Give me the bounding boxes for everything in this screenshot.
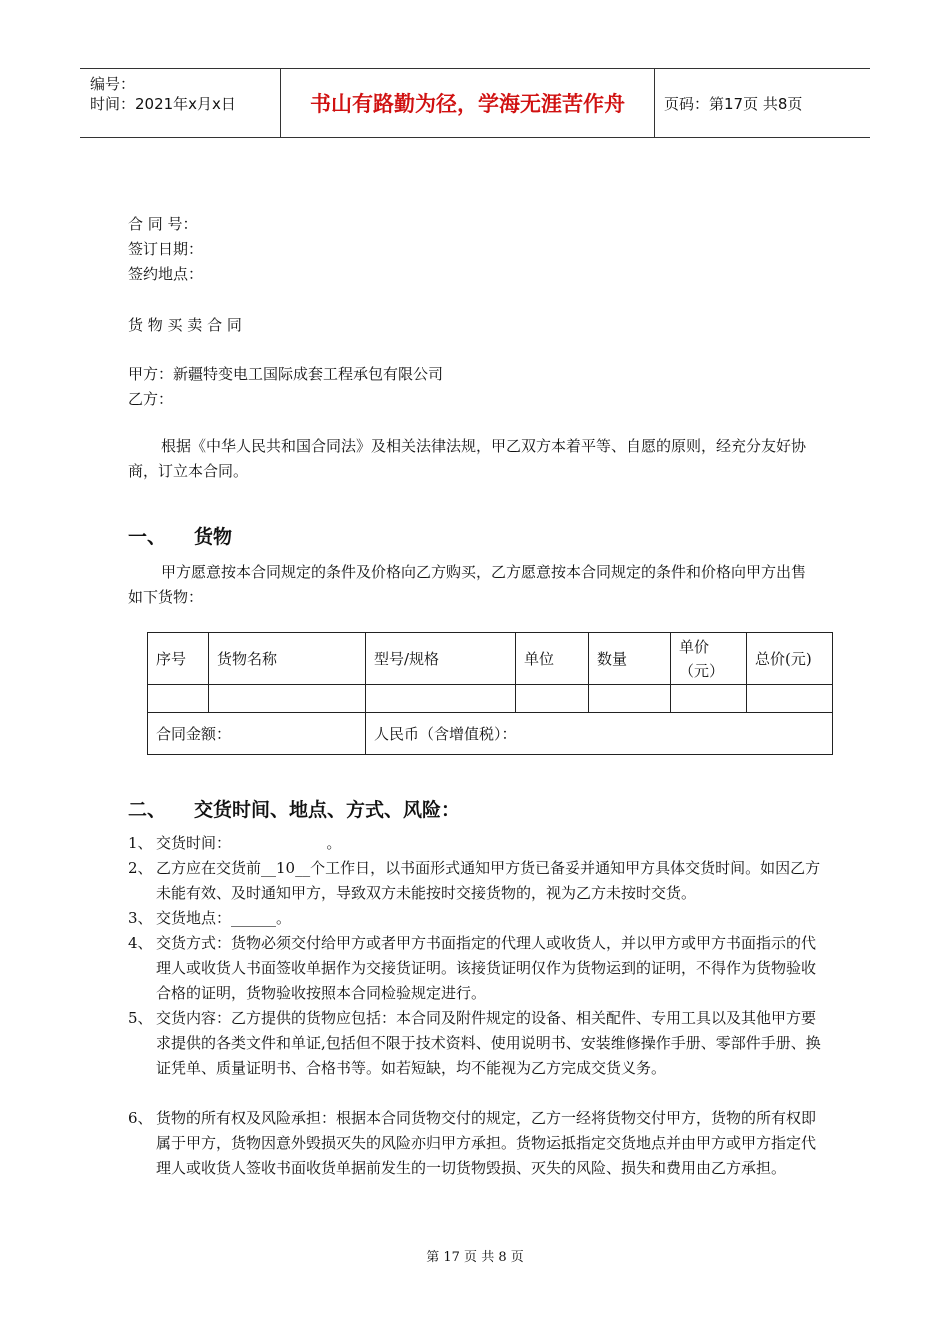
list-item — [128, 931, 828, 1006]
header-motto: 书山有路勤为径，学海无涯苦作舟 — [281, 69, 655, 137]
total-value: 人民币（含增值税）： — [366, 713, 833, 755]
goods-table — [147, 632, 833, 755]
item-number: 3、 — [128, 909, 153, 927]
item-text: 货物的所有权及风险承担：根据本合同货物交付的规定，乙方一经将货物交付甲方，货物的所有权即属于甲方，货物因意外毁损灭失的风险亦归甲方承担。货物运抵指定交货地点并由甲方或甲方指定代理人或收货人签收书面收货单据前发生的一切货物毁损、灭失的风险、损失和费用由乙方承担。 — [156, 1109, 817, 1177]
section2-heading — [128, 795, 460, 822]
item-text: 交货时间： 。 — [156, 834, 342, 852]
table-cell — [148, 685, 209, 713]
col-header-unit-price: 单价（元） — [671, 633, 747, 685]
col-header-model: 型号/规格 — [366, 633, 516, 685]
header-time: 时间：2021年x月x日 — [90, 95, 236, 113]
item-number: 5、 — [128, 1009, 153, 1027]
list-item — [128, 831, 828, 856]
item-number: 2、 — [128, 859, 153, 877]
sign-place-label: 签约地点： — [128, 265, 204, 283]
table-total-row — [148, 713, 833, 755]
sign-date-label: 签订日期： — [128, 240, 204, 258]
col-header-unit: 单位 — [516, 633, 589, 685]
col-header-quantity: 数量 — [589, 633, 671, 685]
preamble: 根据《中华人民共和国合同法》及相关法律法规，甲乙双方本着平等、自愿的原则，经充分友好协商，订立本合同。 — [128, 437, 807, 480]
section1-heading — [128, 522, 232, 549]
item-text: 交货方式：货物必须交付给甲方或者甲方书面指定的代理人或收货人，并以甲方或甲方书面指示的代理人或收货人书面签收单据作为交接货证明。该接货证明仅作为货物运到的证明，不得作为货物验收合格的证明，货物验收按照本合同检验规定进行。 — [156, 934, 817, 1002]
party-b: 乙方： — [128, 390, 174, 408]
item-text: 交货地点：______。 — [156, 909, 292, 927]
table-cell — [516, 685, 589, 713]
item-number: 1、 — [128, 834, 153, 852]
list-item — [128, 1106, 828, 1181]
col-header-total-price: 总价(元) — [747, 633, 833, 685]
section1-title: 货物 — [194, 526, 233, 548]
table-cell — [366, 685, 516, 713]
item-number: 4、 — [128, 934, 153, 952]
col-header-name: 货物名称 — [209, 633, 366, 685]
col-header-seq: 序号 — [148, 633, 209, 685]
section1-number: 一、 — [128, 526, 167, 548]
header-page-number: 页码：第17页 共8页 — [664, 94, 803, 113]
table-row — [148, 685, 833, 713]
header-number: 编号： — [90, 75, 136, 93]
item-number: 6、 — [128, 1109, 153, 1127]
item-text: 乙方应在交货前__10__个工作日，以书面形式通知甲方货已备妥并通知甲方具体交货时间。如因乙方未能有效、及时通知甲方，导致双方未能按时交接货物的，视为乙方未按时交货。 — [156, 859, 821, 902]
section1-intro: 甲方愿意按本合同规定的条件及价格向乙方购买，乙方愿意按本合同规定的条件和价格向甲方出售如下货物： — [128, 563, 807, 606]
contract-number-label: 合 同 号： — [128, 215, 198, 233]
party-a: 甲方：新疆特变电工国际成套工程承包有限公司 — [128, 365, 444, 383]
list-item — [128, 906, 828, 931]
list-item — [128, 856, 828, 906]
item-text: 交货内容：乙方提供的货物应包括：本合同及附件规定的设备、相关配件、专用工具以及其他甲方要求提供的各类文件和单证,包括但不限于技术资料、使用说明书、安装维修操作手册、零部件手册、换证凭单、质量证明书、合格书等。如若短缺，均不能视为乙方完成交货义务。 — [156, 1009, 821, 1077]
section2-number: 二、 — [128, 799, 167, 821]
total-label: 合同金额： — [148, 713, 366, 755]
page-header — [80, 68, 870, 138]
header-meta-cell — [80, 69, 281, 137]
table-cell — [209, 685, 366, 713]
table-cell — [589, 685, 671, 713]
section2-title: 交货时间、地点、方式、风险： — [194, 799, 461, 821]
table-header-row — [148, 633, 833, 685]
list-item — [128, 1006, 828, 1081]
table-cell — [671, 685, 747, 713]
table-cell — [747, 685, 833, 713]
document-title: 货 物 买 卖 合 同 — [128, 316, 242, 334]
page-footer: 第 17 页 共 8 页 — [426, 1250, 524, 1265]
